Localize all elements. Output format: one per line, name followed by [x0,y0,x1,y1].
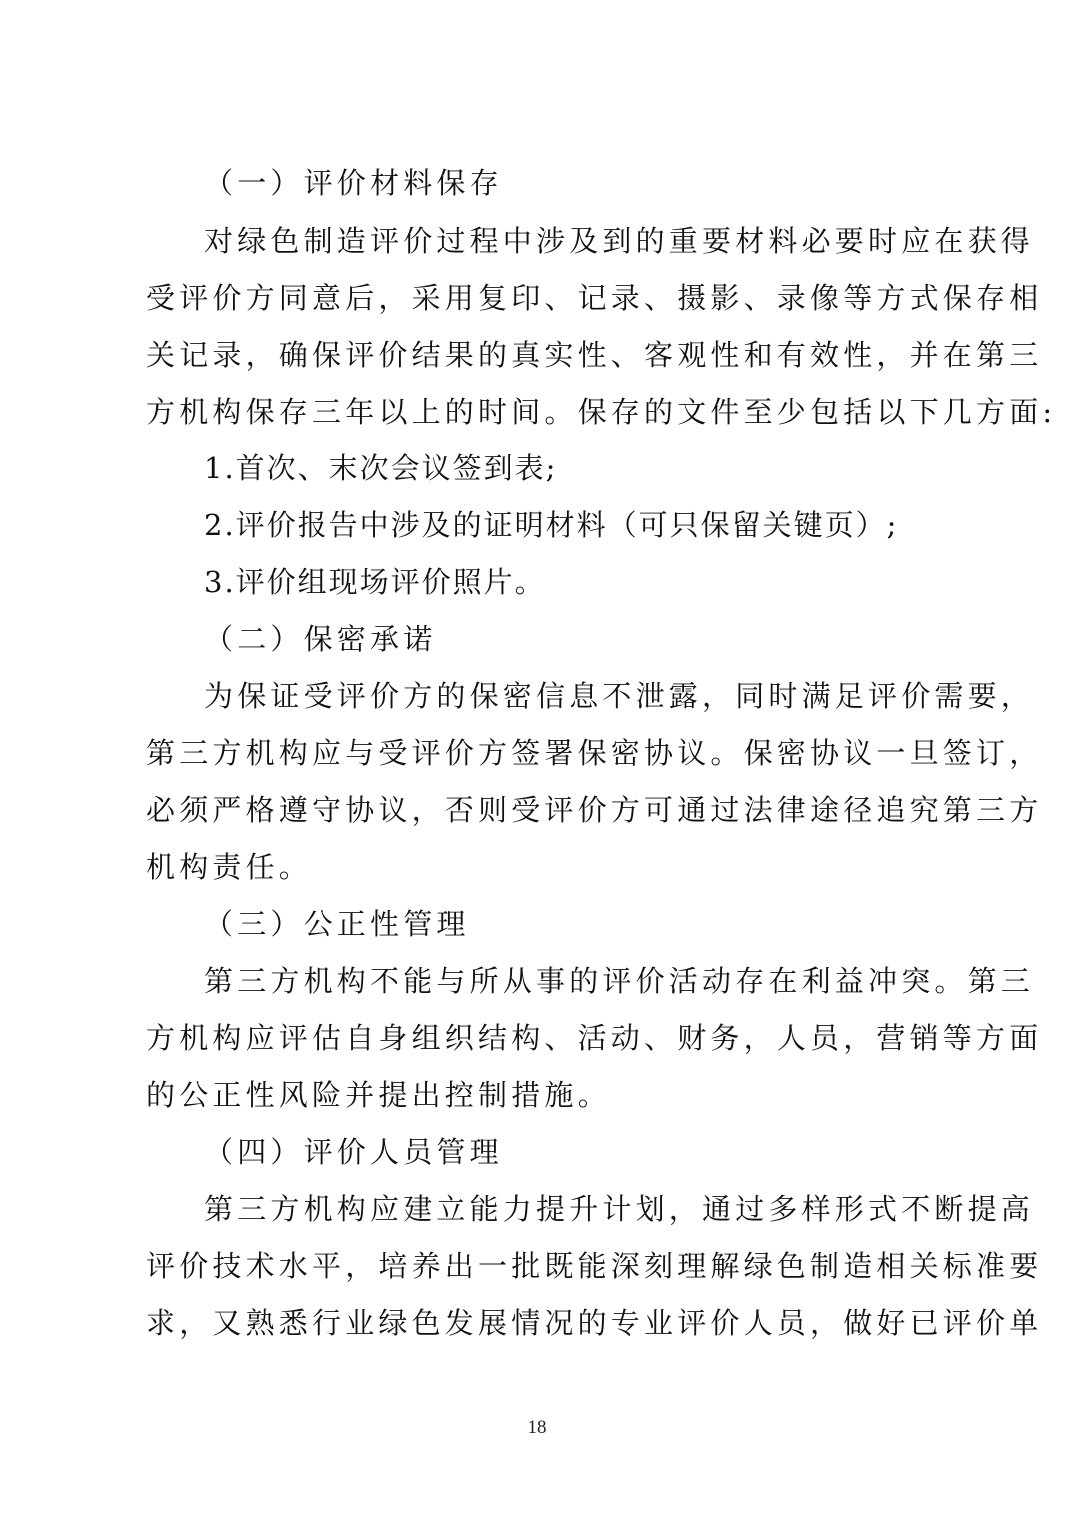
paragraph-line: 必须严格遵守协议，否则受评价方可通过法律途径追究第三方 [146,793,1043,827]
section-heading-3: （三）公正性管理 [204,907,470,941]
paragraph-line: 第三方机构不能与所从事的评价活动存在利益冲突。第三 [204,964,1035,998]
paragraph-line: 方机构应评估自身组织结构、活动、财务，人员，营销等方面 [146,1021,1043,1055]
paragraph-line: 受评价方同意后，采用复印、记录、摄影、录像等方式保存相 [146,281,1043,315]
paragraph-line: 的公正性风险并提出控制措施。 [146,1078,611,1112]
paragraph-line: 机构责任。 [146,850,313,884]
section-heading-4: （四）评价人员管理 [204,1135,503,1169]
list-item-3: 3.评价组现场评价照片。 [204,565,546,599]
section-heading-2: （二）保密承诺 [204,622,437,656]
page-number: 18 [527,1417,547,1438]
list-item-1: 1.首次、末次会议签到表; [204,451,558,485]
paragraph-line: 方机构保存三年以上的时间。保存的文件至少包括以下几方面: [146,395,1057,429]
section-heading-1: （一）评价材料保存 [204,166,503,200]
paragraph-line: 求，又熟悉行业绿色发展情况的专业评价人员，做好已评价单 [146,1306,1043,1340]
paragraph-line: 第三方机构应与受评价方签署保密协议。保密协议一旦签订， [146,736,1043,770]
paragraph-line: 为保证受评价方的保密信息不泄露，同时满足评价需要， [204,679,1035,713]
paragraph-line: 对绿色制造评价过程中涉及到的重要材料必要时应在获得 [204,224,1035,258]
paragraph-line: 第三方机构应建立能力提升计划，通过多样形式不断提高 [204,1192,1035,1226]
paragraph-line: 评价技术水平，培养出一批既能深刻理解绿色制造相关标准要 [146,1249,1043,1283]
list-item-2: 2.评价报告中涉及的证明材料（可只保留关键页）; [204,508,899,542]
paragraph-line: 关记录，确保评价结果的真实性、客观性和有效性，并在第三 [146,338,1043,372]
